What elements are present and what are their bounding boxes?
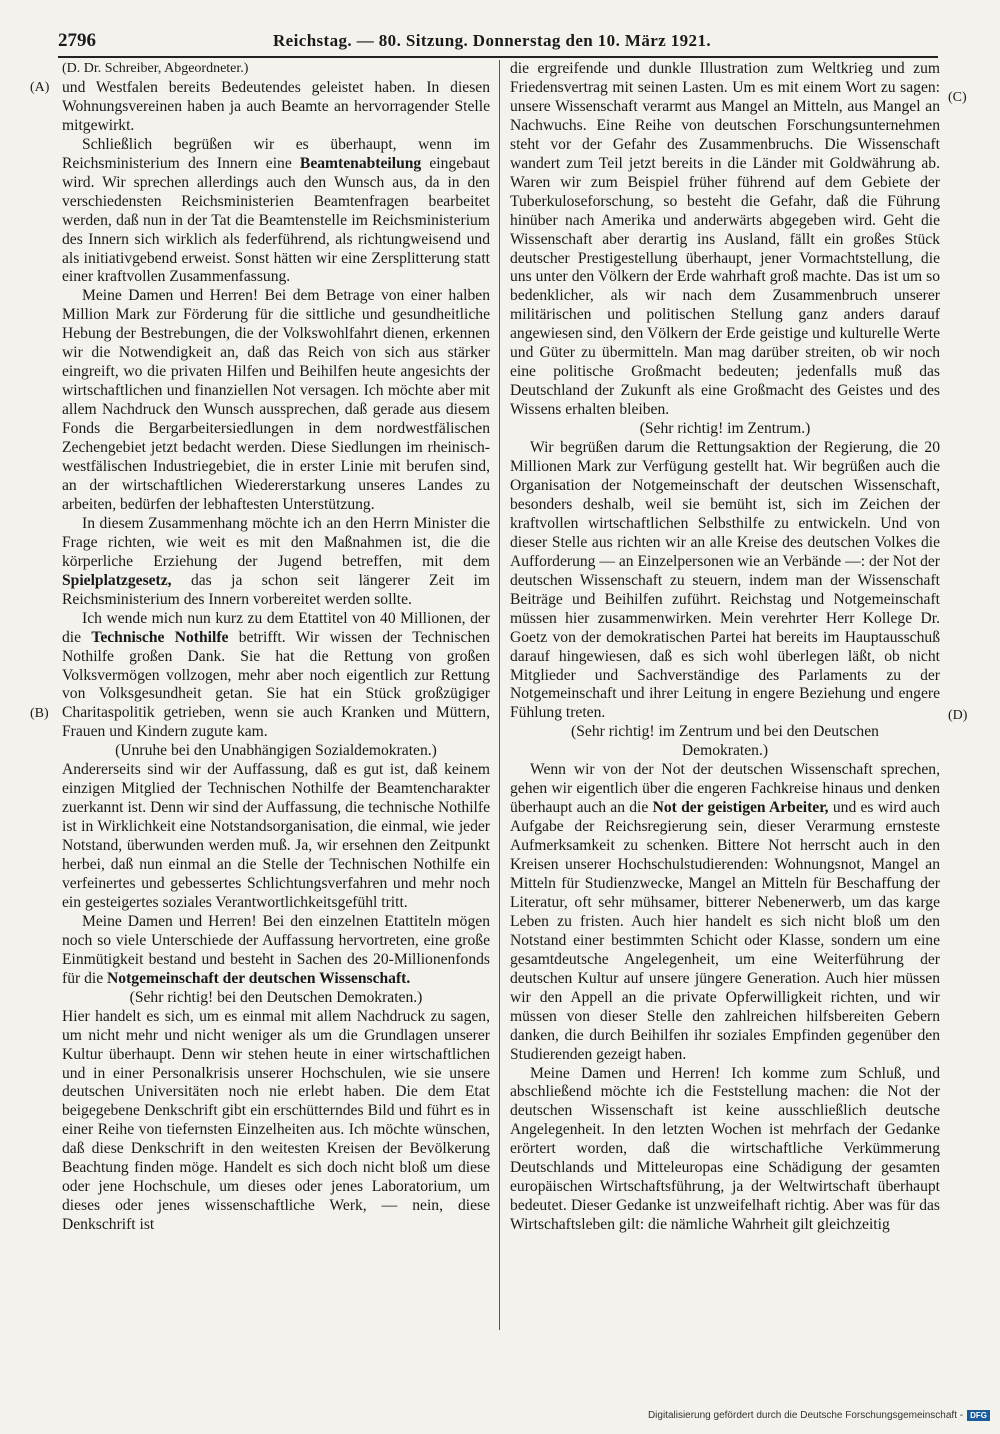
page-number: 2796 xyxy=(58,30,96,51)
paragraph: In diesem Zusammenhang möchte ich an den Herrn Minister die Frage richten, wie weit es mit den Maßnahmen ist, die die körperliche Erziehung der Jugend betreffen, mit dem Spielplatzgesetz, das ja schon seit längerer Zeit im Reichsministerium des Innern vorbereitet werden sollte. xyxy=(62,514,490,608)
dfg-logo: DFG xyxy=(967,1410,990,1421)
margin-marker-a: (A) xyxy=(30,80,50,95)
paragraph: Meine Damen und Herren! Bei den einzelnen Etattiteln mögen noch so viele Unterschiede der Auffassung hervortreten, eine große Einmütigkeit bestand und besteht in Sachen des 20-Millionenfonds für die Notgemeinschaft der deutschen Wissenschaft. xyxy=(62,912,490,987)
running-head: Reichstag. — 80. Sitzung. Donnerstag den 10. März 1921. xyxy=(273,31,712,50)
paragraph: Meine Damen und Herren! Bei dem Betrage von einer halben Million Mark zur Förderung für die sittliche und gesundheitliche Hebung der Bestrebungen, die der Volkswohlfahrt dienen, erkennen wir die Notwendigkeit an, daß das Reich von sich aus stärker eingreift, wo die privaten Hilfen und Beihilfen heute angesichts der wirtschaftlichen und finanziellen Not versagen. Ich möchte aber mit allem Nachdruck den Wunsch aussprechen, daß gerade aus diesem Fonds die Bergarbeitersiedlungen in dem nordwestfälischen Zechengebiet jetzt bedacht werden. Diese Siedlungen im rheinisch-westfälischen Industriegebiet, die in erster Linie mit berufen sind, an der wirtschaftlichen Wiedererstarkung unseres Landes zu arbeiten, bedürfen der lebhaftesten Unterstützung. xyxy=(62,287,490,513)
margin-marker-d: (D) xyxy=(948,708,968,723)
column-divider xyxy=(499,60,500,1330)
page-header xyxy=(58,30,938,58)
interjection: (Sehr richtig! im Zentrum.) xyxy=(639,420,811,438)
paragraph: Ich wende mich nun kurz zu dem Etattitel von 40 Millionen, der die Technische Nothilfe betrifft. Wir wissen der Technischen Nothilfe großen Dank. Sie hat die Rettung von großen Volksvermögen vollzogen, mehr aber noch eigentlich zur Rettung von Volksgesundheit getan. Sie hat ein Stück großzügiger Charitaspolitik getrieben, wenn sie auch Kranken und Müttern, Frauen und Kindern zugute kam. xyxy=(62,609,490,741)
speaker-line: (D. Dr. Schreiber, Abgeordneter.) xyxy=(62,61,249,76)
paragraph: und Westfalen bereits Bedeutendes geleistet haben. In diesen Wohnungsvereinen haben ja auch Beamte an hervorragender Stelle mitgewirkt. xyxy=(62,78,490,134)
paragraph: Meine Damen und Herren! Ich komme zum Schluß, und abschließend möchte ich die Feststellung machen: die Not der deutschen Wissenschaft ist keine ausschließlich deutsche Angelegenheit. In den letzten Wochen ist mehrfach der Gedanke erörtert worden, daß die wirtschaftliche Verkümmerung Deutschlands und Mitteleuropas eine Schädigung der gesamten europäischen Wirtschaftsführung, ja der Weltwirtschaft überhaupt bedeutet. Dieser Gedanke ist unzweifelhaft richtig. Aber was für das Wirtschaftsleben gilt: die nämliche Wahrheit gilt gleichzeitig xyxy=(510,1064,940,1234)
paragraph: Hier handelt es sich, um es einmal mit allem Nachdruck zu sagen, um nicht mehr und nicht weniger als um die Grundlagen unserer Kultur überhaupt. Denn wir stehen heute in einer wirtschaftlichen und in einer Personalkrisis unserer Hochschulen, wie sie unsere deutschen Universitäten noch nie erlebt haben. Die dem Etat beigegebene Denkschrift gibt ein erschütterndes Bild und führt es in einer Reihe von tiefernsten Einzelheiten aus. Ich möchte wünschen, daß diese Denkschrift in den weitesten Kreisen der Bevölkerung Beachtung finden möge. Handelt es sich doch nicht bloß um diese oder jene Hochschule, um dieses oder jenes Laboratorium, um dieses oder jenes wissenschaftliche Werk, — nein, diese Denkschrift ist xyxy=(62,1007,490,1234)
footer-text: Digitalisierung gefördert durch die Deutsche Forschungsgemeinschaft - xyxy=(647,1410,964,1422)
paragraph: Schließlich begrüßen wir es überhaupt, wenn im Reichsministerium des Innern eine Beamtenabteilung eingebaut wird. Wir sprechen allerdings auch den Wunsch aus, da in den verschiedensten Reichsministerien Beamtenfragen bearbeitet werden, daß nun in der Tat die Beamtenstelle im Reichsministerium des Innern sich wirklich als federführend, als richtungweisend und als initiativgebend erweist. Sonst hätten wir eine Zersplitterung statt einer kraftvollen Zusammenfassung. xyxy=(62,135,490,286)
right-column xyxy=(510,60,940,1235)
paragraph: Wenn wir von der Not der deutschen Wissenschaft sprechen, gehen wir eigentlich über die engeren Fachkreise hinaus und denken überhaupt auch an die Not der geistigen Arbeiter, und es wird auch Aufgabe der Reichsregierung sein, dieser Verarmung ernsteste Aufmerksamkeit zu schenken. Bittere Not herrscht auch in den Kreisen unserer Hochschulstudierenden: Wohnungsnot, Mangel an Mitteln für Studienzwecke, Mangel an Mitteln für Beschaffung der Literatur, oft sehr mühsamer, bitterer Nebenerwerb, um das karge Leben zu fristen. Auch hier handelt es sich nicht bloß um den Notstand einer bestimmten Schicht oder Klasse, sondern um eine gesamtdeutsche Angelegenheit, um eine Weiterführung der deutschen Kultur auf unsere jüngere Generation. Auch hier müssen wir den Appell an die private Opferwilligkeit richten, und wir müssen von dieser Stelle den zahlreichen hilfsbereiten Gebern danken, die durch Beihilfen ihr soziales Empfinden gegenüber den Studierenden gezeigt haben. xyxy=(510,761,940,1063)
paragraph: die ergreifende und dunkle Illustration zum Weltkrieg und zum Friedensvertrag mit seinen Lasten. Um es mit einem Wort zu sagen: unsere Wissenschaft verarmt aus Mangel an Mitteln, aus Mangel an Nachwuchs. Eine Reihe von deutschen Forschungsunternehmen steht vor der Gefahr des Zusammenbruchs. Die Wissenschaft wandert zum Teil jetzt bereits in die Länder mit Goldwährung ab. Waren wir zum Beispiel früher führend auf dem Gebiete der Tuberkuloseforschung, so besteht die Gefahr, daß die Führung hinüber nach Amerika und anderwärts abgegeben wird. Geht die Wissenschaft aber derartig ins Ausland, fällt ein großes Stück deutscher Prestigestellung überhaupt, jener Vormachtstellung, die uns unter den Völkern der Erde wahrhaft groß machte. Das ist um so bedenklicher, als wir nach dem Zusammenbruch unserer militärischen und politischen Stellung ganz anders darauf angewiesen sind, den Völkern der Erde geistige und kulturelle Werte und Güter zu übermitteln. Man mag darüber streiten, ob wir noch eine politische Großmacht bedeuten; jedenfalls muß das Deutschland der Zukunft als eine Großmacht des Geistes und des Wissens erhalten bleiben. xyxy=(510,60,940,419)
paragraph: Wir begrüßen darum die Rettungsaktion der Regierung, die 20 Millionen Mark zur Verfügung gestellt hat. Wir begrüßen auch die Organisation der Notgemeinschaft der deutschen Wissenschaft, besonders deshalb, weil sie bemüht ist, sich im Zeichen der kraftvollen wirtschaftlichen Selbsthilfe zu entwickeln. Und von dieser Stelle aus richten wir an alle Kreise des deutschen Volkes die Aufforderung — an Einzelpersonen wie an Verbände —: der Not der deutschen Wissenschaft zu steuern, indem man der Wissenschaft Beiträge und Beihilfen zuführt. Reichstag und Notgemeinschaft müssen hier zusammenwirken. Mein verehrter Herr Kollege Dr. Goetz von der demokratischen Partei hat bereits im Hauptausschuß darauf hingewiesen, daß es sich wohl überlegen läßt, ob nicht Mitglieder und Sachverständige des Parlaments zu der Notgemeinschaft und ihrer Leitung in engere Beziehung und engere Fühlung treten. xyxy=(510,439,940,722)
interjection: (Unruhe bei den Unabhängigen Sozialdemokraten.) xyxy=(115,742,437,760)
paragraph: Andererseits sind wir der Auffassung, daß es gut ist, daß keinem einzigen Mitglied der Technischen Nothilfe der Beamtencharakter zuerkannt ist. Denn wir sind der Auffassung, die technische Nothilfe ist in Wirklichkeit eine Notstandsorganisation, die einmal, wie jeder Notstand, überwunden werden muß. Ja, wir ersehnen den Zeitpunkt herbei, daß nun einmal an die Stelle der Technischen Nothilfe ein verfeinertes und gebessertes Schlichtungsverfahren und mehr noch ein gesteigertes soziales Verantwortlichkeitsgefühl tritt. xyxy=(62,761,490,911)
interjection: (Sehr richtig! im Zentrum und bei den Deutschen Demokraten.) xyxy=(571,723,879,760)
left-column xyxy=(62,60,490,1235)
margin-marker-c: (C) xyxy=(948,90,967,105)
digitization-footer xyxy=(648,1410,990,1421)
margin-marker-b: (B) xyxy=(30,706,49,721)
interjection: (Sehr richtig! bei den Deutschen Demokraten.) xyxy=(129,988,423,1006)
